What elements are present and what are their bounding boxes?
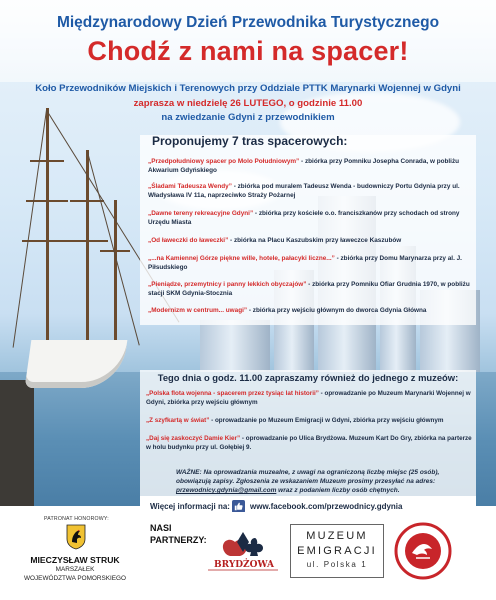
route-title: „Od ławeczki do ławeczki” bbox=[148, 237, 229, 244]
route-title: „Pieniądze, przemytnicy i panny lekkich obyczajów” bbox=[148, 281, 307, 288]
museum-tour-details: - oprowadzanie po Muzeum Emigracji w Gdyni, zbiórka przy wejściu głównym bbox=[209, 417, 444, 424]
invitation-line: na zwiedzanie Gdyni z przewodnikiem bbox=[161, 112, 335, 123]
intro-text bbox=[0, 82, 496, 126]
route-title: „Modernizm w centrum... uwagi” bbox=[148, 307, 248, 314]
ship-rigging bbox=[13, 110, 47, 348]
ship-yard bbox=[22, 240, 72, 242]
route-meeting-point: - zbiórka przy Pomniku Josepha Conrada, w pobliżu Akwarium Gdyńskiego bbox=[148, 158, 460, 174]
museum-item bbox=[146, 434, 474, 452]
route-item bbox=[148, 254, 472, 272]
museum-tour-title: „Z szyfkartą w świat” bbox=[146, 417, 210, 424]
notice-lead: WAŻNE bbox=[176, 469, 200, 476]
routes-heading: Proponujemy 7 tras spacerowych: bbox=[152, 134, 348, 148]
route-item bbox=[148, 182, 472, 200]
partners-label-line: PARTNERZY: bbox=[150, 535, 207, 545]
patron-role-line: MARSZAŁEK bbox=[55, 566, 95, 573]
route-title: „Dawne tereny rekreacyjne Gdyni” bbox=[148, 210, 254, 217]
route-item bbox=[148, 236, 472, 245]
pomeranian-griffin-crest-icon bbox=[66, 524, 86, 550]
ship-mast bbox=[46, 108, 49, 348]
event-title: Międzynarodowy Dzień Przewodnika Turystycznego bbox=[56, 14, 440, 31]
museums-heading: Tego dnia o godz. 11.00 zapraszamy również do jednego z muzeów: bbox=[157, 372, 459, 383]
muzeum-logo-line: EMIGRACJI bbox=[297, 545, 377, 557]
route-meeting-point: - zbiórka przy kościele o.o. franciszkanów przy schodach od strony Urzędu Miasta bbox=[148, 210, 460, 226]
notice-text: : Na oprowadzania muzealne, z uwagi na ograniczoną liczbę miejsc (25 osób), obowiązują zapisy. Zgłoszenia ze wskazaniem Muzeum prosimy przesyłać na adres: bbox=[176, 469, 440, 485]
bryd-logo-text: BRYDŻOWA bbox=[214, 560, 274, 570]
muzeum-logo-line: MUZEUM bbox=[306, 530, 368, 542]
notice-tail: wraz z podaniem liczby osób chętnych. bbox=[276, 487, 400, 494]
route-meeting-point: - zbiórka na Placu Kaszubskim przy ławeczce Kaszubów bbox=[228, 237, 402, 244]
patron-name: MIECZYSŁAW STRUK bbox=[30, 555, 120, 565]
pier bbox=[0, 380, 34, 506]
building bbox=[200, 320, 270, 376]
event-slogan: Chodź z nami na spacer! bbox=[87, 36, 409, 66]
route-item bbox=[148, 157, 472, 175]
route-meeting-point: - zbiórka przy Pomniku Ofiar Grudnia 1970, w pobliżu stacji SKM Gdynia-Stocznia bbox=[148, 281, 470, 297]
registration-notice bbox=[176, 468, 468, 495]
museum-tour-details: - oprowadzanie po Muzeum Marynarki Wojennej w Gdyni, zbiórka przy wejściu głównym bbox=[146, 390, 471, 406]
muzeum-logo-address: ul. Polska 1 bbox=[306, 560, 368, 569]
patronage-label: PATRONAT HONOROWY: bbox=[44, 516, 109, 522]
ship-yard bbox=[100, 250, 130, 252]
partners-label-line: NASI bbox=[150, 523, 172, 533]
museum-tour-title: „Polska flota wojenna - spacerem przez tysiąc lat historii” bbox=[146, 390, 319, 397]
museum-of-navy-seal-logo bbox=[394, 522, 452, 580]
route-item bbox=[148, 209, 472, 227]
museum-tour-title: „Daj się zaskoczyć Damie Kier” bbox=[146, 435, 241, 442]
ship-mast bbox=[86, 150, 89, 350]
more-info-label: Więcej informacji na: bbox=[150, 502, 230, 511]
route-title: „...na Kamiennej Górze piękne wille, hotele, pałacyki liczne...” bbox=[148, 255, 335, 262]
ship-yard bbox=[66, 240, 108, 242]
ulica-brydzowa-logo bbox=[200, 530, 286, 578]
route-meeting-point: - zbiórka przy wejściu głównym do dworca Gdynia Główna bbox=[247, 307, 427, 314]
route-title: „Przedpołudniowy spacer po Molo Południowym” bbox=[148, 158, 300, 165]
route-item bbox=[148, 306, 472, 315]
ship-yard bbox=[70, 200, 104, 202]
route-item bbox=[148, 280, 472, 298]
facebook-link[interactable]: www.facebook.com/przewodnicy.gdynia bbox=[250, 502, 403, 511]
ship-yard bbox=[30, 160, 64, 162]
route-meeting-point: - zbiórka pod muralem Tadeusz Wenda - budowniczy Portu Gdynia przy ul. Władysława IV 11a, naprzeciwko Straży Pożarnej bbox=[148, 183, 460, 199]
date-line: zaprasza w niedzielę 26 LUTEGO, o godzinie 11.00 bbox=[133, 97, 363, 109]
organizer-line: Koło Przewodników Miejskich i Terenowych przy Oddziale PTTK Marynarki Wojennej w Gdyni bbox=[35, 83, 461, 94]
patron-role bbox=[0, 566, 150, 583]
route-title: „Śladami Tadeusza Wendy” bbox=[148, 183, 232, 190]
registration-email-link[interactable]: przewodnicy.gdynia@gmail.com bbox=[176, 487, 277, 494]
patron-role-line: WOJEWÓDZTWA POMORSKIEGO bbox=[23, 574, 126, 582]
route-meeting-point: - zbiórka przy Domu Marynarza przy al. J. Piłsudskiego bbox=[148, 255, 462, 271]
museum-item bbox=[146, 416, 474, 425]
museum-tour-details: - oprowadzanie po Ulica Brydżowa. Muzeum Kart Do Gry, zbiórka na parterze w holu budynku przy ul. Gołębiej 9. bbox=[146, 435, 472, 451]
museum-item bbox=[146, 389, 474, 407]
